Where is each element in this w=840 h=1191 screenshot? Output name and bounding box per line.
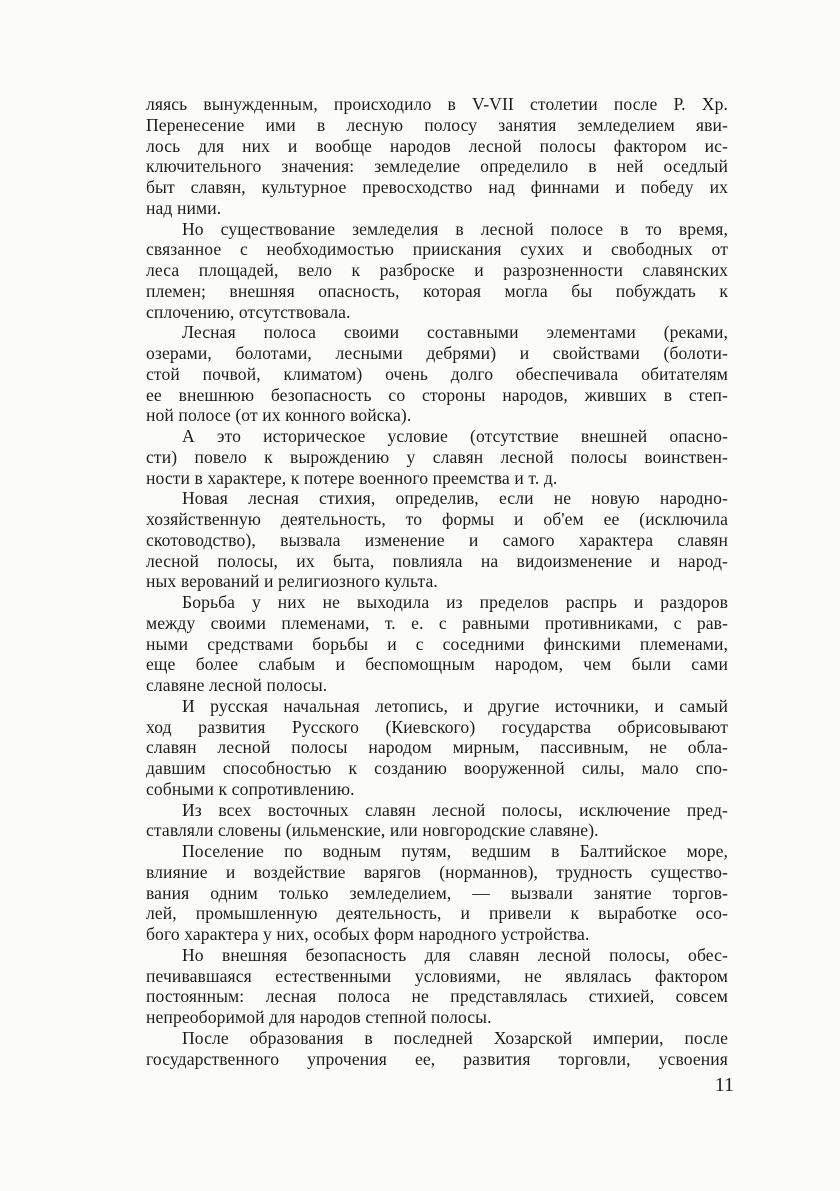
text-line: государственного упрочения ее, развития торговли, усвоения (146, 1048, 728, 1069)
text-line: ход развития Русского (Киевского) государства обрисовывают (146, 716, 728, 737)
paragraph (146, 592, 728, 696)
paragraph (146, 94, 728, 219)
text-line: лей, промышленную деятельность, и привели к выработке осо- (146, 903, 728, 924)
text-line: давшим способностью к созданию вооруженной силы, мало спо- (146, 758, 728, 778)
text-line: После образования в последней Хозарской империи, после (182, 1027, 728, 1048)
text-line: ляясь вынужденным, происходило в V-VII столетии после Р. Хр. (146, 94, 728, 114)
paragraph (146, 1028, 728, 1070)
text-line: скотоводство), вызвала изменение и самого характера славян (146, 529, 728, 550)
text-line: А это историческое условие (отсутствие внешней опасно- (182, 426, 728, 446)
paragraph (146, 219, 728, 323)
text-line: славян лесной полосы народом мирным, пассивным, не обла- (146, 737, 728, 758)
text-line: ными средствами борьбы и с соседними финскими племенами, (146, 633, 728, 654)
text-line: Но существование земледелия в лесной полосе в то время, (182, 218, 728, 239)
text-line: Лесная полоса своими составными элементами (реками, (182, 322, 728, 343)
text-line: лесной полосы, их быта, повлияла на видоизменение и народ- (146, 550, 728, 571)
text-line: Новая лесная стихия, определив, если не новую народно- (182, 488, 728, 509)
text-line: сти) повело к вырождению у славян лесной полосы воинствен- (146, 446, 728, 467)
text-line: между своими племенами, т. е. с равными противниками, с рав- (146, 612, 728, 633)
text-line: ности в характере, к потере военного преемства и т. д. (146, 467, 558, 488)
text-line: собными к сопротивлению. (146, 778, 355, 799)
text-line: постоянным: лесная полоса не представлялась стихией, совсем (146, 986, 728, 1007)
text-line: еще более слабым и беспомощным народом, чем были сами (146, 654, 728, 675)
text-line: озерами, болотами, лесными дебрями) и свойствами (болоти- (146, 343, 728, 363)
text-line: Борьба у них не выходила из пределов распрь и раздоров (182, 592, 728, 612)
paragraph (146, 841, 728, 945)
text-line: лось для них и вообще народов лесной полосы фактором ис- (146, 135, 728, 156)
text-line: ключительного значения: земледелие определило в ней оседлый (146, 156, 728, 177)
text-line: Но внешняя безопасность для славян лесной полосы, обес- (182, 944, 728, 965)
paragraph (146, 426, 728, 488)
text-line: стой почвой, климатом) очень долго обеспечивала обитателям (146, 363, 728, 384)
paragraph (146, 696, 728, 800)
text-line: сплочению, отсутствовала. (146, 301, 351, 322)
text-line: племен; внешняя опасность, которая могла бы побуждать к (146, 280, 728, 301)
text-line: влияние и воздействие варягов (норманнов), трудность существо- (146, 861, 728, 882)
text-line: Поселение по водным путям, ведшим в Балтийское море, (182, 841, 728, 861)
text-line: хозяйственную деятельность, то формы и об'ем ее (исключила (146, 509, 728, 529)
paragraph (146, 800, 728, 842)
page-number: 11 (714, 1074, 734, 1096)
text-line: славяне лесной полосы. (146, 675, 328, 695)
text-line: связанное с необходимостью приискания сухих и свободных от (146, 239, 728, 260)
text-line: Перенесение ими в лесную полосу занятия земледелием яви- (146, 114, 728, 135)
paragraph (146, 488, 728, 592)
text-line: вания одним только земледелием, — вызвали занятие торгов- (146, 882, 728, 903)
text-line: быт славян, культурное превосходство над финнами и победу их (146, 177, 728, 197)
text-line: Из всех восточных славян лесной полосы, исключение пред- (182, 799, 728, 820)
text-line: ной полосе (от их конного войска). (146, 405, 412, 426)
text-line: леса площадей, вело к разброске и разрозненности славянских (146, 260, 728, 280)
text-line: И русская начальная летопись, и другие источники, и самый (182, 695, 728, 716)
body-text (146, 94, 728, 1069)
text-line: ставляли словены (ильменские, или новгородские славяне). (146, 820, 599, 841)
text-line: бого характера у них, особых форм народного устройства. (146, 924, 590, 944)
text-line: ных верований и религиозного культа. (146, 571, 438, 592)
text-line: печивавшаяся естественными условиями, не являлась фактором (146, 965, 728, 986)
paragraph (146, 322, 728, 426)
text-line: над ними. (146, 197, 222, 218)
paragraph (146, 945, 728, 1028)
text-line: ее внешнюю безопасность со стороны народов, живших в степ- (146, 384, 728, 405)
text-line: непреоборимой для народов степной полосы. (146, 1007, 492, 1027)
